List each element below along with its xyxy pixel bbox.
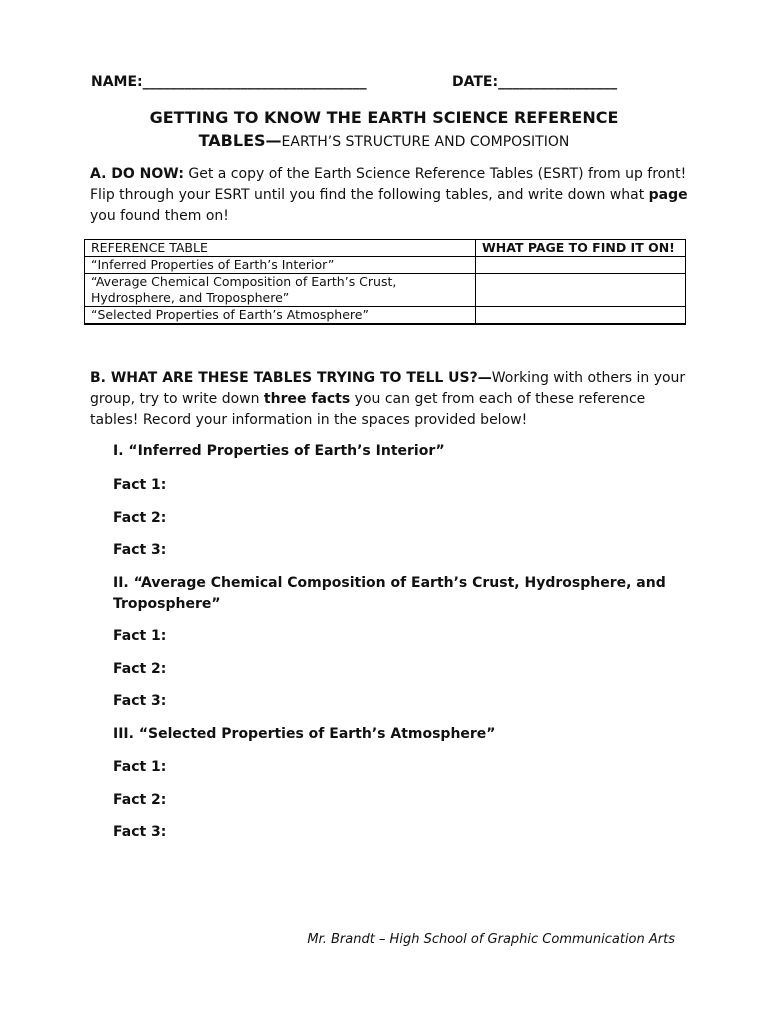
- fact-label: Fact 3:: [113, 693, 167, 709]
- part-a-label: A. DO NOW:: [90, 166, 184, 182]
- table-row: [85, 307, 686, 325]
- table-row-name: “Inferred Properties of Earth’s Interior”: [85, 257, 476, 274]
- part-a-text-2: you found them on!: [90, 208, 229, 224]
- table-row-name: “Average Chemical Composition of Earth’s Crust, Hydrosphere, and Troposphere”: [85, 274, 476, 307]
- page-answer-cell[interactable]: [476, 257, 686, 274]
- fact-label: Fact 2:: [113, 792, 167, 808]
- worksheet-title: GETTING TO KNOW THE EARTH SCIENCE REFERENCE: [149, 108, 619, 127]
- fact-label: Fact 3:: [113, 824, 167, 840]
- part-b-label: B. WHAT ARE THESE TABLES TRYING TO TELL US?—: [90, 370, 492, 386]
- fact-label: Fact 1:: [113, 477, 167, 493]
- name-field-label[interactable]: NAME:________________________________: [91, 74, 367, 90]
- section-heading: I. “Inferred Properties of Earth’s Interior”: [113, 443, 445, 459]
- table-row: [85, 257, 686, 274]
- section-heading: II. “Average Chemical Composition of Earth’s Crust, Hydrosphere, and Troposphere”: [113, 575, 666, 612]
- title-tables-word: TABLES—: [198, 131, 282, 150]
- fact-label: Fact 3:: [113, 542, 167, 558]
- table-row: [85, 274, 686, 307]
- title-topic: EARTH’S STRUCTURE AND COMPOSITION: [281, 134, 570, 150]
- part-a-bold-word: page: [648, 187, 688, 203]
- part-a-instructions: [90, 164, 690, 227]
- page-answer-cell[interactable]: [476, 274, 686, 307]
- fact-label: Fact 1:: [113, 628, 167, 644]
- part-b-text-1: Working with others in your group, try to write down: [90, 370, 686, 407]
- footer-credit: Mr. Brandt – High School of Graphic Communication Arts: [307, 932, 675, 947]
- part-b-instructions: [90, 368, 690, 431]
- part-b-bold-words: three facts: [263, 391, 351, 407]
- table-header-row: [85, 240, 686, 257]
- page-answer-cell[interactable]: [476, 307, 686, 325]
- reference-table: [84, 239, 686, 325]
- section-heading: III. “Selected Properties of Earth’s Atmosphere”: [113, 726, 496, 742]
- table-row-name: “Selected Properties of Earth’s Atmosphere”: [85, 307, 476, 325]
- header-reference-table: REFERENCE TABLE: [85, 240, 476, 257]
- fact-label: Fact 1:: [113, 759, 167, 775]
- fact-label: Fact 2:: [113, 661, 167, 677]
- date-field-label[interactable]: DATE:_________________: [452, 74, 618, 90]
- header-page: WHAT PAGE TO FIND IT ON!: [476, 240, 686, 257]
- part-a-text-1: Get a copy of the Earth Science Reference Tables (ESRT) from up front! Flip through your ESRT until you find the following tables, and write down what: [90, 166, 687, 203]
- part-b-text-2: you can get from each of these reference tables! Record your information in the spaces provided below!: [90, 391, 646, 428]
- worksheet-subtitle: [0, 131, 768, 150]
- fact-label: Fact 2:: [113, 510, 167, 526]
